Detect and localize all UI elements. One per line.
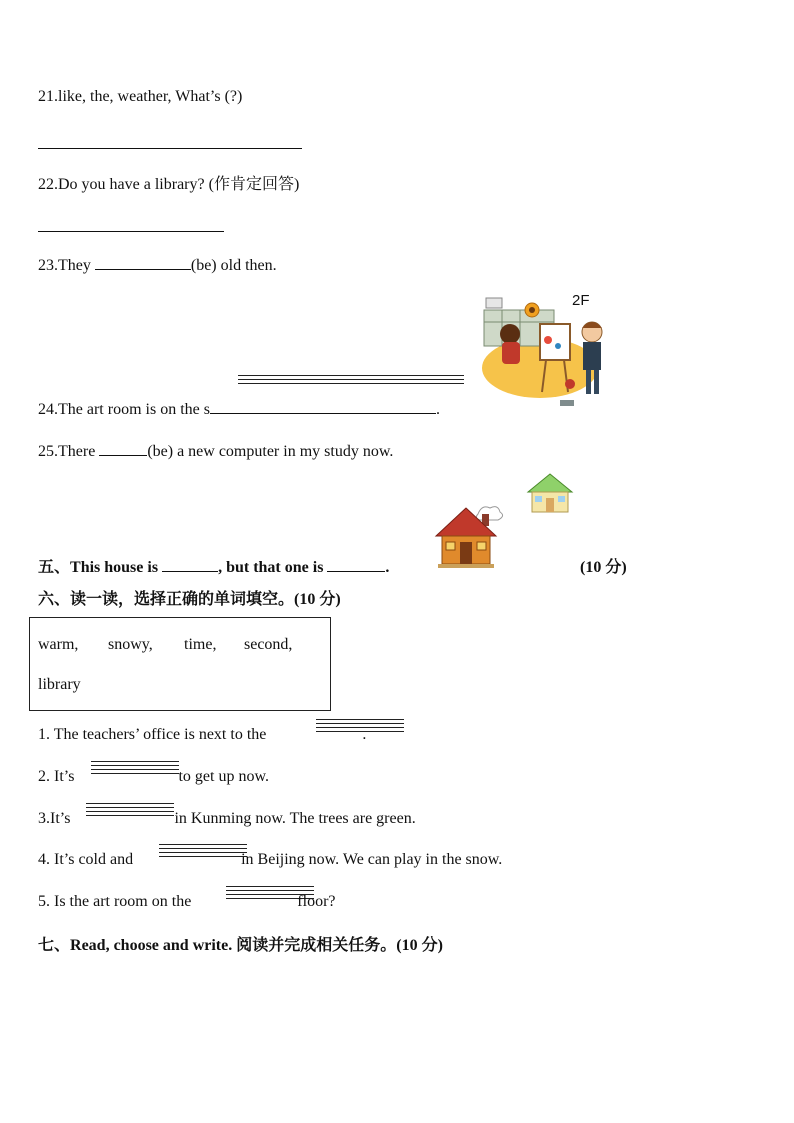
q21-number: 21. [38,88,58,105]
q22-number: 22. [38,176,58,193]
q21-text: like, the, weather, What’s (?) [58,88,243,105]
word-bank-box [29,617,331,711]
item2-suffix: to get up now. [174,768,269,785]
section5-blank-1[interactable] [162,558,218,572]
q23-prefix: 23.They [38,257,95,274]
item5-prefix: 5. Is the art room on the [38,893,196,910]
item4-suffix: in Beijing now. We can play in the snow. [237,851,503,868]
item4-prefix: 4. It’s cold and [38,851,138,868]
word-bank-word: second, [244,636,293,653]
section5-part2: , but that one is [218,559,328,576]
q25-suffix: (be) a new computer in my study now. [147,443,394,460]
q21 [38,88,242,106]
item5 [38,893,336,911]
word-bank-word: snowy, [108,636,153,653]
q25-blank[interactable] [99,442,147,456]
q24 [38,401,440,419]
section7-marker: 七、 [38,937,71,954]
q23 [38,255,277,275]
item1-prefix: 1. The teachers’ office is next to the [38,726,271,743]
word-bank-word: time, [184,636,217,653]
section5-score: (10 分) [580,559,627,576]
section7-title [38,932,443,955]
item5-suffix: floor? [293,893,336,910]
q22-answer-line[interactable] [38,231,224,232]
q22 [38,171,299,194]
word-bank-word: warm, [38,636,79,653]
q23-blank[interactable] [95,255,191,270]
big-house-picture [434,502,504,568]
word-bank-word: library [38,676,81,693]
floor-label-2f: 2F [572,292,590,309]
q21-answer-line[interactable] [38,148,302,149]
easel [540,324,570,360]
q25-prefix: 25.There [38,443,100,460]
item3-suffix: in Kunming now. The trees are green. [170,810,416,827]
q24-prefix: 24.The art room is on the s [38,401,210,418]
art-room-picture [480,296,610,416]
section5-part1: This house is [70,559,163,576]
small-house-picture [522,470,578,516]
item4 [38,851,502,869]
section5-line [38,554,389,577]
item3-prefix: 3.It’s [38,810,75,827]
q22-text: Do you have a library? (作肯定回答) [58,176,300,193]
q25 [38,442,393,461]
section7-title-en: Read, choose and write. [70,937,233,954]
section5-marker: 五、 [38,559,71,576]
section5-part3: . [385,559,390,576]
item2 [38,768,269,786]
q24-answer-lines[interactable] [238,375,464,387]
item3 [38,810,416,828]
q23-suffix: (be) old then. [190,257,277,274]
q24-suffix: . [435,401,440,418]
word-bank-row-2 [38,676,81,694]
item2-prefix: 2. It’s [38,768,79,785]
item1-suffix: . [362,726,367,743]
item1 [38,726,366,744]
q24-blank[interactable] [210,401,436,414]
section5-blank-2[interactable] [327,558,385,572]
word-bank-row-1 [38,636,292,654]
section6-title: 六、读一读，选择正确的单词填空。(10 分) [38,591,341,608]
section7-title-zh: 阅读并完成相关任务。(10 分) [232,937,443,954]
